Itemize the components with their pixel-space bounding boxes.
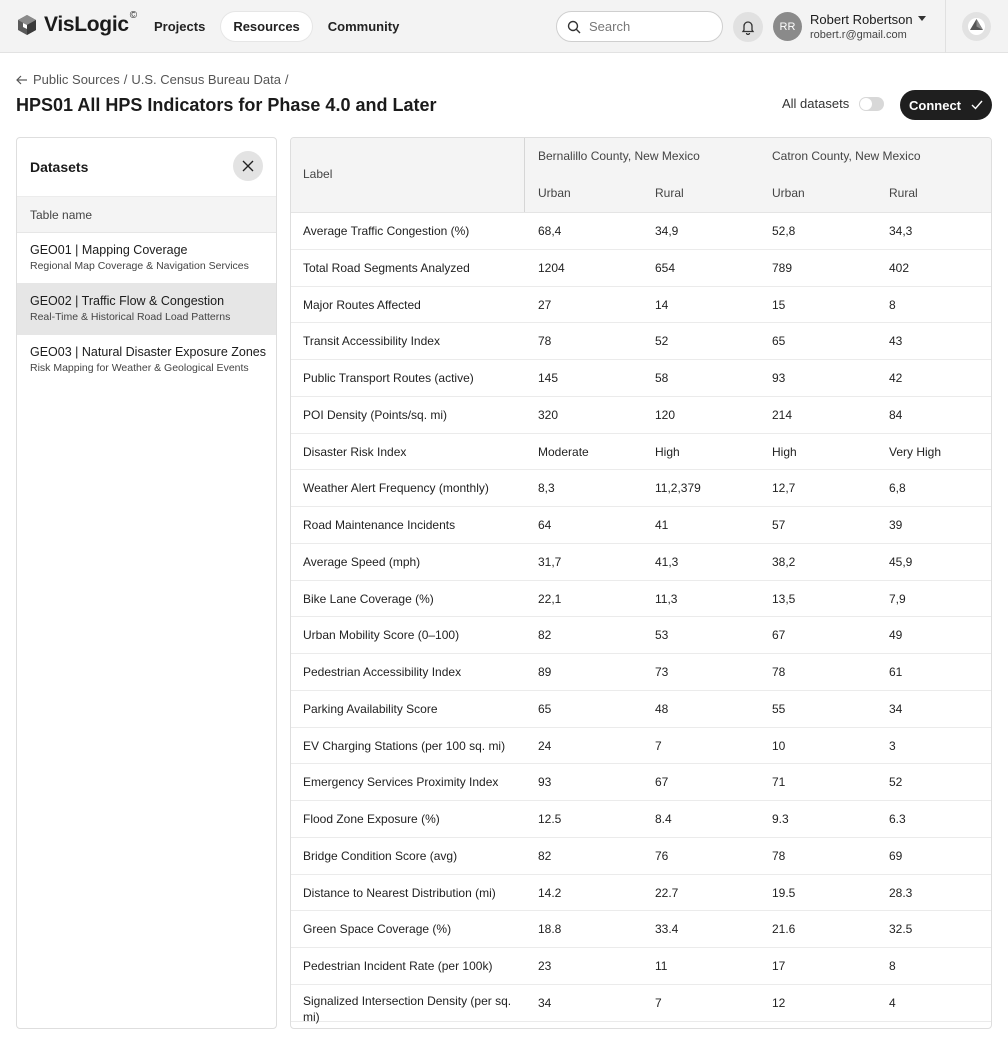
table-cell: 654 <box>655 260 676 275</box>
table-row[interactable] <box>291 617 991 654</box>
search-icon <box>567 20 581 34</box>
table-cell: 78 <box>772 665 786 679</box>
dataset-subtitle: Real-Time & Historical Road Load Patterns <box>30 311 231 323</box>
table-cell: 45,9 <box>889 554 913 569</box>
table-cell: 38,2 <box>772 554 796 569</box>
table-cell: 52 <box>655 334 669 349</box>
table-row[interactable] <box>291 801 991 838</box>
nav-resources[interactable]: Resources <box>221 12 311 41</box>
table-cell: 21.6 <box>772 922 796 937</box>
table-cell: 28.3 <box>889 885 913 900</box>
label-column-header <box>291 138 525 212</box>
table-cell: 34 <box>538 995 552 1010</box>
table-row[interactable] <box>291 470 991 507</box>
row-label: Average Traffic Congestion (%) <box>303 224 470 238</box>
row-label: Disaster Risk Index <box>303 444 407 459</box>
close-button[interactable] <box>233 151 263 181</box>
county-header-bernalillo: Bernalillo County, New Mexico <box>538 149 700 163</box>
table-row[interactable] <box>291 838 991 875</box>
row-label: Distance to Nearest Distribution (mi) <box>303 885 496 900</box>
table-cell: High <box>772 444 797 459</box>
table-cell: 67 <box>655 775 669 790</box>
row-label: Bridge Condition Score (avg) <box>303 848 458 863</box>
table-cell: 12.5 <box>538 812 562 826</box>
all-datasets-label: All datasets <box>782 96 850 111</box>
connect-label: Connect <box>909 97 961 113</box>
table-cell: 55 <box>772 701 786 716</box>
table-cell: 34 <box>889 701 903 716</box>
divider <box>945 0 946 53</box>
app-logo-icon <box>967 17 986 36</box>
table-cell: 68,4 <box>538 224 562 238</box>
table-cell: Moderate <box>538 444 589 459</box>
table-cell: 64 <box>538 518 552 532</box>
row-label: Parking Availability Score <box>303 701 438 716</box>
table-cell: 13,5 <box>772 591 796 606</box>
table-row[interactable] <box>291 250 991 287</box>
table-cell: 71 <box>772 775 786 790</box>
table-cell: 69 <box>889 848 903 863</box>
subheader-rural: Rural <box>889 186 918 200</box>
brand-logo[interactable] <box>16 10 137 37</box>
table-cell: 32.5 <box>889 922 913 937</box>
dataset-title: GEO03 | Natural Disaster Exposure Zones <box>30 345 266 359</box>
table-row[interactable] <box>291 360 991 397</box>
table-name-header: Table name <box>17 196 276 233</box>
row-label: Urban Mobility Score (0–100) <box>303 628 460 643</box>
table-row[interactable] <box>291 434 991 471</box>
avatar[interactable]: RR <box>773 12 802 41</box>
row-label: Transit Accessibility Index <box>303 334 440 349</box>
table-cell: 12,7 <box>772 481 796 496</box>
row-label: Bike Lane Coverage (%) <box>303 591 434 606</box>
table-cell: 31,7 <box>538 554 562 569</box>
table-cell: 9.3 <box>772 812 789 826</box>
row-label: Flood Zone Exposure (%) <box>303 812 440 826</box>
dataset-subtitle: Regional Map Coverage & Navigation Services <box>30 260 249 272</box>
user-email: robert.r@gmail.com <box>810 29 907 41</box>
subheader-urban: Urban <box>772 186 805 200</box>
table-cell: 58 <box>655 371 669 385</box>
table-cell: 15 <box>772 297 786 312</box>
table-cell: 33.4 <box>655 922 679 937</box>
breadcrumb <box>16 72 293 87</box>
subheader-rural: Rural <box>655 186 684 200</box>
table-cell: 11,3 <box>655 591 678 606</box>
row-label: Emergency Services Proximity Index <box>303 775 499 790</box>
table-cell: 84 <box>889 407 903 422</box>
top-bar <box>0 0 1008 53</box>
table-cell: 52,8 <box>772 224 796 238</box>
table-cell: 7 <box>655 738 662 753</box>
dataset-title: GEO02 | Traffic Flow & Congestion <box>30 294 225 308</box>
table-row[interactable] <box>291 213 991 250</box>
table-row[interactable] <box>291 728 991 765</box>
table-cell: 23 <box>538 959 552 973</box>
user-name: Robert Robertson <box>810 12 913 27</box>
table-row[interactable] <box>291 507 991 544</box>
table-cell: 93 <box>538 775 552 790</box>
table-cell: 89 <box>538 665 552 679</box>
nav-projects[interactable]: Projects <box>154 19 206 34</box>
nav-community[interactable]: Community <box>327 19 400 34</box>
table-cell: 145 <box>538 371 559 385</box>
table-cell: 320 <box>538 407 559 422</box>
table-cell: 3 <box>889 738 896 753</box>
row-label: Pedestrian Incident Rate (per 100k) <box>303 959 493 973</box>
table-cell: 8,3 <box>538 481 555 496</box>
table-row[interactable] <box>291 948 991 985</box>
table-row[interactable] <box>291 875 991 912</box>
table-cell: 43 <box>889 334 903 349</box>
label-header: Label <box>303 167 333 181</box>
table-cell: 49 <box>889 628 903 643</box>
table-cell: 22,1 <box>538 591 562 606</box>
table-cell: 1204 <box>538 260 565 275</box>
row-label: Total Road Segments Analyzed <box>303 260 470 275</box>
table-row[interactable] <box>291 581 991 618</box>
table-cell: 12 <box>772 995 786 1010</box>
table-cell: Very High <box>889 444 942 459</box>
table-cell: 34,9 <box>655 224 679 238</box>
data-table <box>290 137 992 1029</box>
row-label: Road Maintenance Incidents <box>303 518 456 532</box>
table-cell: 41,3 <box>655 554 679 569</box>
connect-button[interactable] <box>900 90 992 120</box>
row-label: POI Density (Points/sq. mi) <box>303 407 448 422</box>
table-cell: 52 <box>889 775 903 790</box>
table-cell: 120 <box>655 407 676 422</box>
table-cell: 14.2 <box>538 885 562 900</box>
table-cell: 53 <box>655 628 669 643</box>
table-cell: High <box>655 444 680 459</box>
table-cell: 22.7 <box>655 885 679 900</box>
table-row[interactable] <box>291 691 991 728</box>
check-icon <box>971 100 983 110</box>
user-menu[interactable] <box>810 12 913 41</box>
table-cell: 41 <box>655 518 669 532</box>
all-datasets-toggle[interactable] <box>859 97 884 111</box>
table-cell: 48 <box>655 701 669 716</box>
notifications-button[interactable] <box>733 12 763 42</box>
search-box[interactable] <box>556 11 723 42</box>
table-cell: 24 <box>538 738 552 753</box>
table-row[interactable] <box>291 544 991 581</box>
datasets-title: Datasets <box>30 159 89 175</box>
breadcrumb-separator: / <box>284 72 289 87</box>
row-label: Green Space Coverage (%) <box>303 922 452 937</box>
table-cell: 11 <box>655 959 668 973</box>
bell-icon <box>740 19 756 35</box>
datasets-panel <box>16 137 277 1029</box>
dataset-subtitle: Risk Mapping for Weather & Geological Events <box>30 362 249 374</box>
all-datasets-toggle-group <box>782 96 884 111</box>
table-cell: 11,2,379 <box>655 481 701 496</box>
table-cell: 8 <box>889 297 896 312</box>
main-nav <box>142 12 415 41</box>
table-cell: 73 <box>655 665 669 679</box>
table-header <box>291 138 991 213</box>
table-cell: 76 <box>655 848 669 863</box>
datasets-panel-header <box>17 138 276 196</box>
table-cell: 8 <box>889 959 896 973</box>
table-cell: 402 <box>889 260 910 275</box>
table-row[interactable] <box>291 287 991 324</box>
toggle-knob <box>860 98 872 110</box>
search-input[interactable] <box>589 19 709 34</box>
table-cell: 65 <box>772 334 786 349</box>
table-cell: 78 <box>772 848 786 863</box>
dataset-list <box>17 233 276 386</box>
row-label: EV Charging Stations (per 100 sq. mi) <box>303 738 506 753</box>
table-cell: 4 <box>889 995 896 1010</box>
table-cell: 214 <box>772 407 793 422</box>
table-body <box>291 213 991 1022</box>
table-cell: 78 <box>538 334 552 349</box>
table-cell: 8.4 <box>655 812 672 826</box>
table-cell: 82 <box>538 848 552 863</box>
table-cell: 42 <box>889 371 903 385</box>
table-cell: 14 <box>655 297 669 312</box>
table-cell: 65 <box>538 701 552 716</box>
table-row[interactable] <box>291 323 991 360</box>
row-label: Signalized Intersection Density (per sq. mi) <box>303 993 512 1024</box>
table-cell: 19.5 <box>772 885 796 900</box>
chevron-down-icon[interactable] <box>918 15 926 23</box>
table-cell: 57 <box>772 518 786 532</box>
table-cell: 17 <box>772 959 786 973</box>
dataset-item[interactable] <box>17 335 276 386</box>
table-cell: 7,9 <box>889 591 906 606</box>
logo-cube-icon <box>16 14 38 36</box>
page-title: HPS01 All HPS Indicators for Phase 4.0 and Later <box>16 95 437 115</box>
table-cell: 93 <box>772 371 786 385</box>
table-cell: 27 <box>538 297 552 312</box>
breadcrumb-separator: / <box>123 72 128 87</box>
table-cell: 789 <box>772 260 793 275</box>
row-label: Major Routes Affected <box>303 297 421 312</box>
table-cell: 6,8 <box>889 481 906 496</box>
table-cell: 39 <box>889 518 903 532</box>
table-row[interactable] <box>291 911 991 948</box>
brand-name: VisLogic© <box>44 10 137 36</box>
table-row[interactable] <box>291 764 991 801</box>
table-row[interactable] <box>291 397 991 434</box>
dataset-item[interactable] <box>17 233 276 284</box>
county-header-catron: Catron County, New Mexico <box>772 149 921 163</box>
table-row[interactable] <box>291 985 991 1022</box>
row-label: Public Transport Routes (active) <box>303 371 474 385</box>
table-cell: 67 <box>772 628 786 643</box>
table-cell: 82 <box>538 628 552 643</box>
row-label: Weather Alert Frequency (monthly) <box>303 481 489 496</box>
breadcrumb-census-data[interactable]: U.S. Census Bureau Data <box>131 72 281 87</box>
table-cell: 18.8 <box>538 922 562 937</box>
table-cell: 10 <box>772 738 786 753</box>
app-switcher-button[interactable] <box>962 12 991 41</box>
table-cell: 34,3 <box>889 224 913 238</box>
arrow-left-icon[interactable] <box>16 74 28 86</box>
row-label: Average Speed (mph) <box>303 554 421 569</box>
table-cell: 61 <box>889 665 903 679</box>
breadcrumb-public-sources[interactable]: Public Sources <box>33 72 120 87</box>
dataset-item[interactable] <box>17 284 276 335</box>
table-row[interactable] <box>291 654 991 691</box>
table-cell: 6.3 <box>889 812 906 826</box>
row-label: Pedestrian Accessibility Index <box>303 665 462 679</box>
subheader-urban: Urban <box>538 186 571 200</box>
dataset-title: GEO01 | Mapping Coverage <box>30 243 188 257</box>
table-cell: 7 <box>655 995 662 1010</box>
close-icon <box>242 160 254 172</box>
